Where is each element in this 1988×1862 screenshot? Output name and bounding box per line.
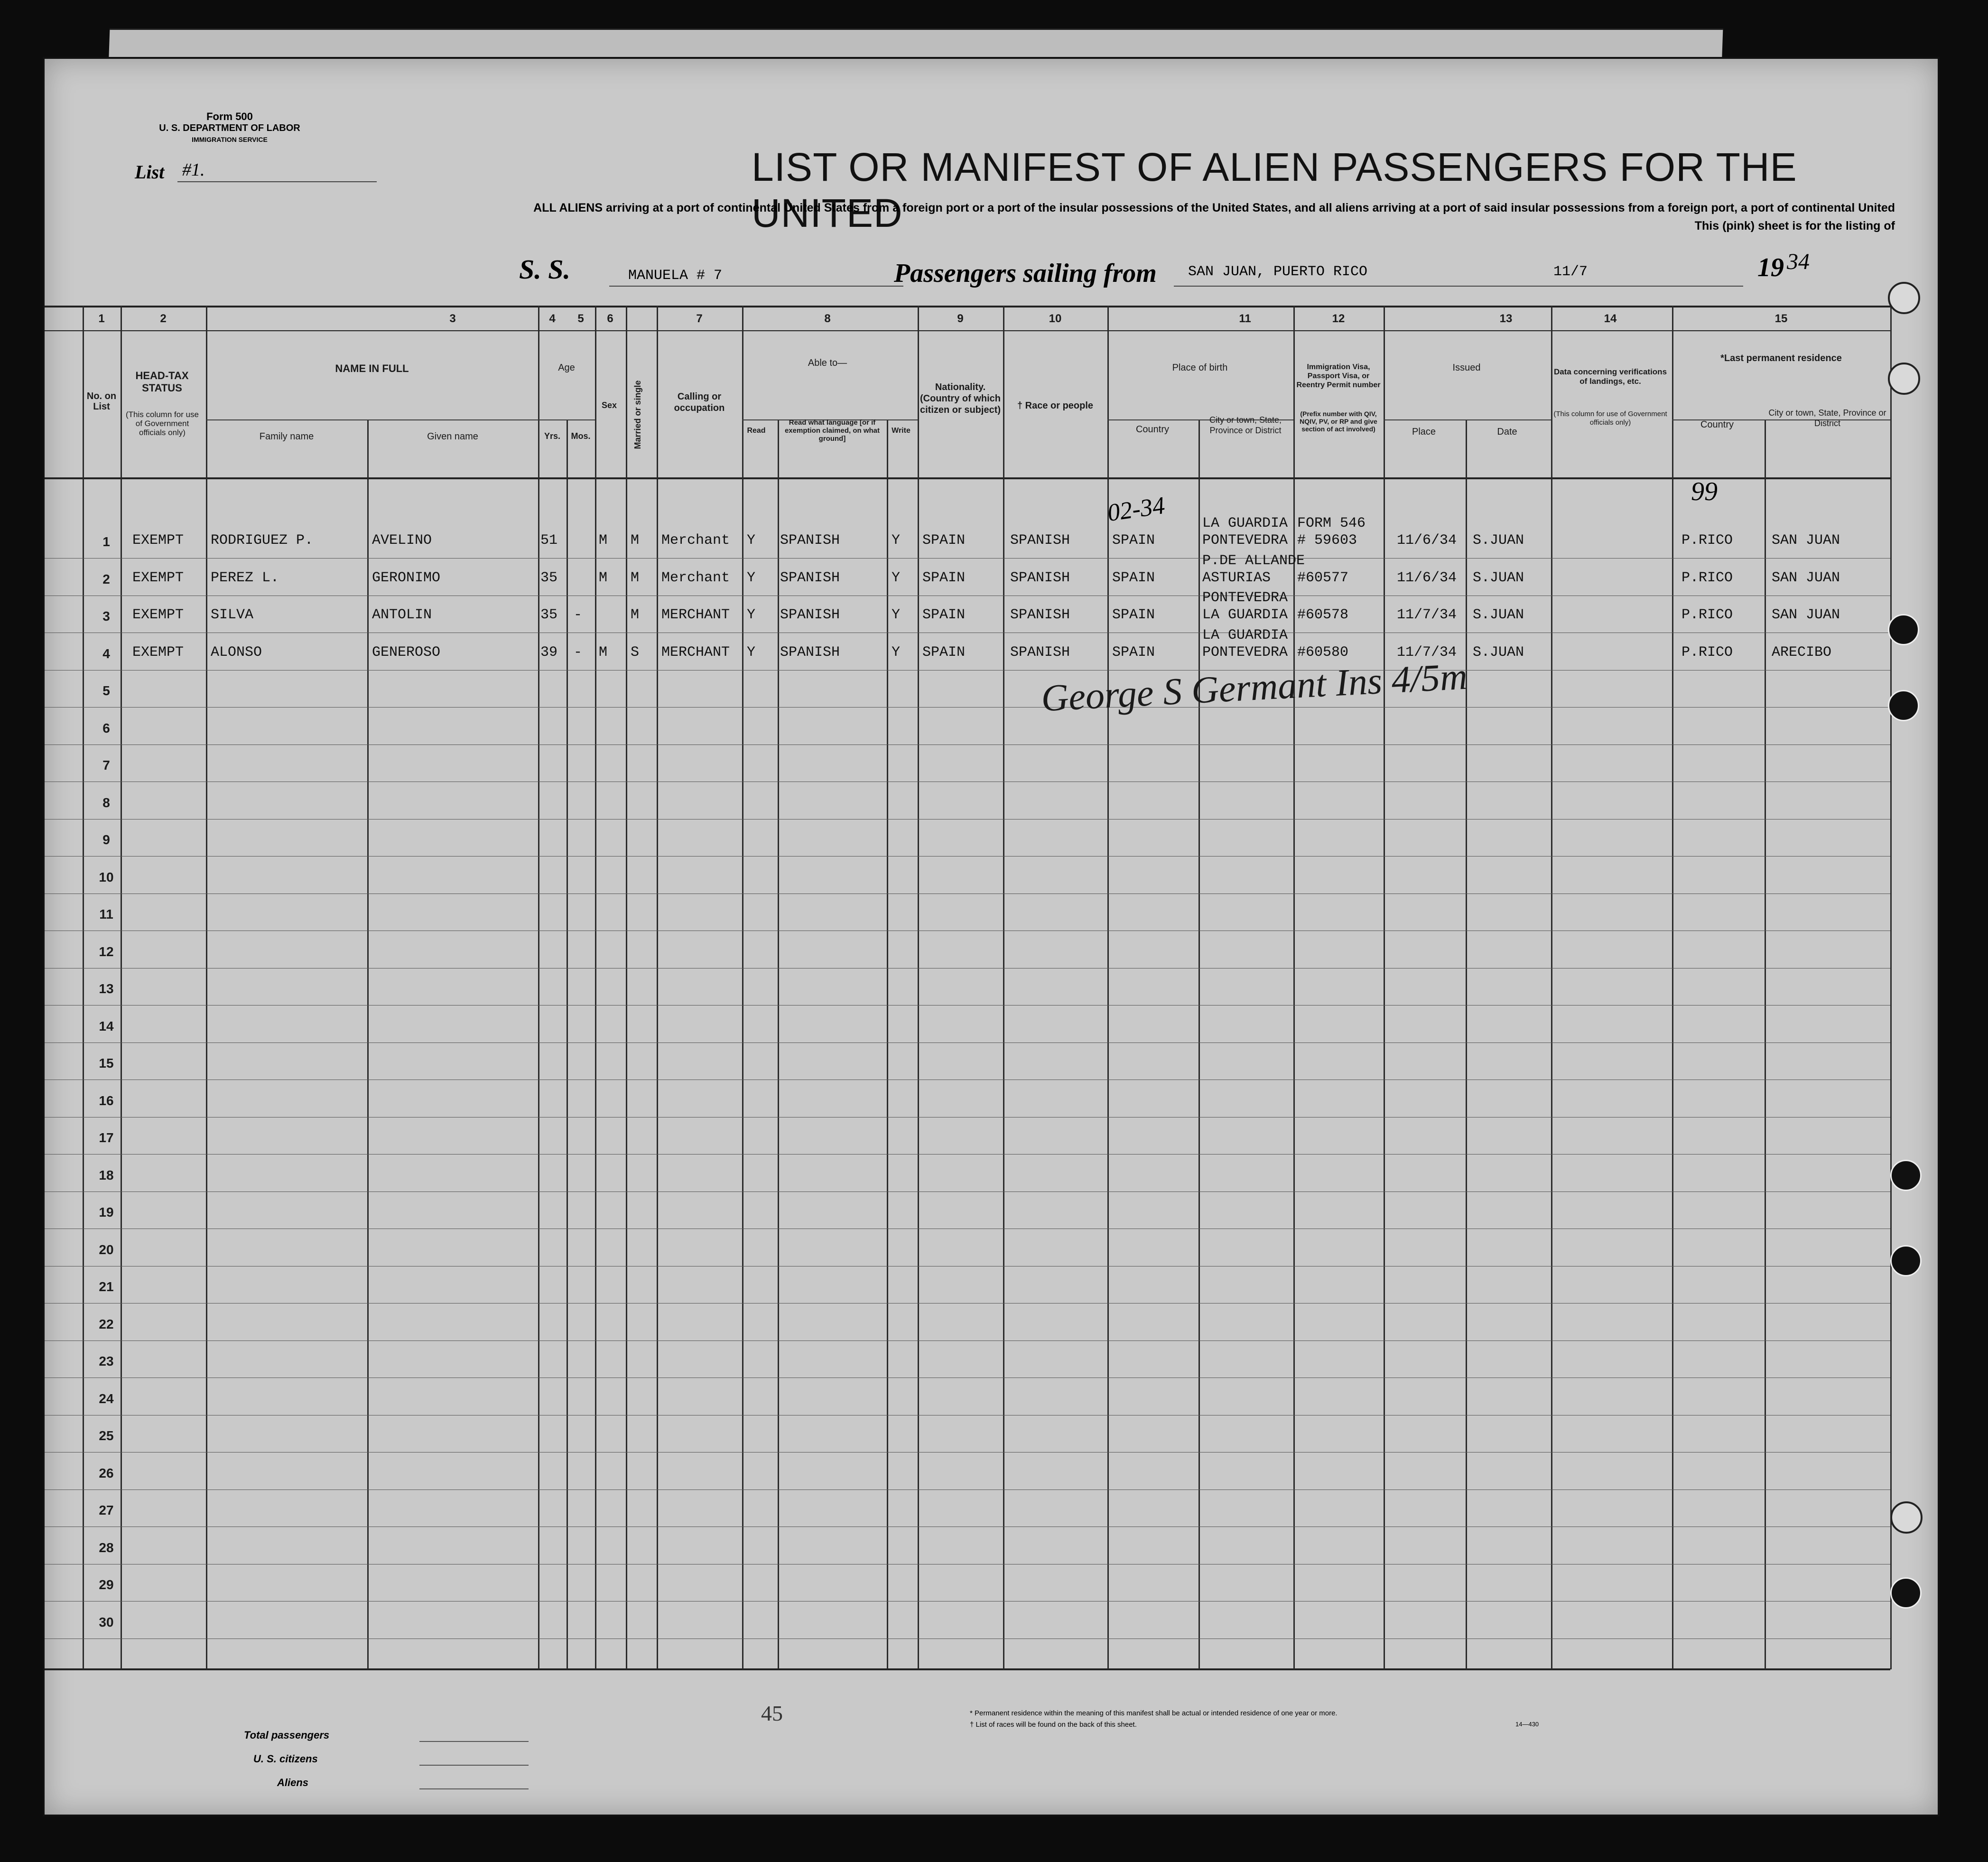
row-number: 24 xyxy=(99,1391,114,1406)
row-yrs: 39 xyxy=(540,644,558,661)
header-read-lang: Read what language [or if exemption claimed, on what ground] xyxy=(784,419,880,443)
list-underline xyxy=(177,181,377,182)
header-race: † Race or people xyxy=(1017,400,1094,411)
header-calling: Calling or occupation xyxy=(674,391,725,413)
column-line xyxy=(1198,419,1200,1669)
row-status: M xyxy=(631,607,640,623)
row-res-country: P.RICO xyxy=(1681,532,1733,549)
row-race: SPANISH xyxy=(1010,532,1070,549)
row-number: 29 xyxy=(99,1577,114,1592)
column-number: 8 xyxy=(824,312,831,325)
row-number: 26 xyxy=(99,1465,114,1480)
row-number: 8 xyxy=(102,795,110,810)
row-status: M xyxy=(631,532,640,549)
row-issued-date: 11/7/34 xyxy=(1397,607,1457,623)
subheader-line xyxy=(1384,419,1551,420)
column-line xyxy=(1672,306,1673,1669)
year-prefix: 19 xyxy=(1757,253,1784,282)
header-nationality: Nationality. (Country of which citizen or subject) xyxy=(920,382,1001,415)
row-visa: # 59603 xyxy=(1297,532,1357,549)
row-res-city: ARECIBO xyxy=(1772,644,1832,661)
row-city: ASTURIAS xyxy=(1202,569,1271,586)
us-citizens-label: U. S. citizens xyxy=(253,1753,318,1765)
row-nationality: SPAIN xyxy=(922,644,966,661)
row-race: SPANISH xyxy=(1010,644,1070,661)
row-nationality: SPAIN xyxy=(922,532,966,549)
row-language: SPANISH xyxy=(780,644,840,661)
row-city: PONTEVEDRA xyxy=(1202,644,1288,661)
row-number: 9 xyxy=(102,832,110,847)
header-write: Write xyxy=(892,427,910,435)
colnum-divider xyxy=(45,330,1890,331)
row-mos: - xyxy=(574,644,583,661)
column-line xyxy=(1466,419,1467,1669)
table-bottom-border xyxy=(45,1668,1890,1670)
total-passengers-line xyxy=(419,1741,529,1742)
header-family: Family name xyxy=(259,431,314,442)
sailing-label: Passengers sailing from xyxy=(894,259,1157,288)
header-issued: Issued xyxy=(1452,363,1481,373)
row-family: ALONSO xyxy=(211,644,262,661)
row-res-country: P.RICO xyxy=(1681,644,1733,661)
row-res-city: SAN JUAN xyxy=(1772,532,1840,549)
column-number: 4 xyxy=(549,312,556,325)
binder-hole xyxy=(1890,1160,1922,1191)
column-line xyxy=(742,306,743,1669)
aliens-label: Aliens xyxy=(277,1777,309,1788)
binder-hole xyxy=(1888,614,1919,645)
row-line xyxy=(45,558,1890,559)
row-visa: #60580 xyxy=(1297,644,1349,661)
row-number: 17 xyxy=(99,1130,114,1145)
row-visa: #60577 xyxy=(1297,569,1349,586)
row-number: 27 xyxy=(99,1503,114,1518)
column-line xyxy=(1293,306,1295,1669)
ship-name: MANUELA # 7 xyxy=(628,268,723,284)
row-given: GERONIMO xyxy=(372,569,441,586)
column-number: 11 xyxy=(1239,312,1251,325)
column-line xyxy=(1551,306,1552,1669)
row-headtax: EXEMPT xyxy=(132,532,184,549)
ship-underline xyxy=(609,286,903,287)
row-number: 30 xyxy=(99,1614,114,1629)
row-city-above: LA GUARDIA xyxy=(1202,515,1288,531)
row-number: 10 xyxy=(99,869,114,884)
manifest-title: LIST OR MANIFEST OF ALIEN PASSENGERS FOR THE UNITED xyxy=(752,145,1797,235)
year-suffix: 34 xyxy=(1787,249,1810,274)
row-number: 15 xyxy=(99,1056,114,1071)
list-label: List xyxy=(135,161,165,183)
inspector-signature: George S Germant Ins 4/5m xyxy=(1040,655,1468,720)
column-number: 15 xyxy=(1774,312,1788,325)
column-line xyxy=(778,419,779,1669)
date-underline xyxy=(1544,286,1743,287)
row-number: 7 xyxy=(102,758,110,773)
binder-hole xyxy=(1888,363,1920,395)
us-citizens-line xyxy=(419,1765,529,1766)
column-number: 9 xyxy=(957,312,964,325)
header-headtax-note: (This column for use of Government officials only) xyxy=(126,410,199,437)
column-number: 2 xyxy=(160,312,167,325)
table-top-border xyxy=(45,306,1890,307)
page-number: 45 xyxy=(761,1701,783,1725)
row-number: 25 xyxy=(99,1428,114,1443)
row-city: LA GUARDIA xyxy=(1202,607,1288,623)
row-number: 4 xyxy=(102,646,110,661)
row-issued-date: 11/7/34 xyxy=(1397,644,1457,661)
subtitle-line-2: This (pink) sheet is for the listing of xyxy=(1694,219,1895,233)
row-issued-place: S.JUAN xyxy=(1473,569,1524,586)
row-occupation: Merchant xyxy=(661,569,730,586)
column-line xyxy=(1890,306,1892,1669)
header-given: Given name xyxy=(427,431,478,442)
row-sex: M xyxy=(599,644,608,661)
row-issued-date: 11/6/34 xyxy=(1397,532,1457,549)
column-line xyxy=(206,306,207,1669)
header-mos: Mos. xyxy=(571,431,591,441)
subheader-line xyxy=(538,419,595,420)
row-country: SPAIN xyxy=(1112,644,1155,661)
header-data14-note: (This column for use of Government officials only) xyxy=(1553,410,1667,427)
row-issued-date: 11/6/34 xyxy=(1397,569,1457,586)
header-bottom-border xyxy=(45,477,1890,479)
row-number: 3 xyxy=(102,609,110,624)
row-visa: #60578 xyxy=(1297,607,1349,623)
row-read: Y xyxy=(747,569,756,586)
row-visa-above: FORM 546 xyxy=(1297,515,1366,531)
row-issued-place: S.JUAN xyxy=(1473,607,1524,623)
header-lastres: *Last permanent residence xyxy=(1720,353,1842,363)
column-line xyxy=(918,306,919,1669)
binder-hole xyxy=(1890,1577,1922,1609)
column-number: 1 xyxy=(98,312,105,325)
column-line xyxy=(367,419,369,1669)
row-nationality: SPAIN xyxy=(922,569,966,586)
column-number: 5 xyxy=(577,312,584,325)
row-headtax: EXEMPT xyxy=(132,569,184,586)
row-status: S xyxy=(631,644,640,661)
form-number: Form 500 xyxy=(206,111,253,122)
row-given: AVELINO xyxy=(372,532,432,549)
row-family: RODRIGUEZ P. xyxy=(211,532,314,549)
header-able: Able to— xyxy=(808,358,847,368)
row-number: 14 xyxy=(99,1018,114,1033)
row-yrs: 35 xyxy=(540,569,558,586)
row-yrs: 51 xyxy=(540,532,558,549)
row-number: 5 xyxy=(102,683,110,698)
row-write: Y xyxy=(892,569,901,586)
row-given: ANTOLIN xyxy=(372,607,432,623)
port: SAN JUAN, PUERTO RICO xyxy=(1188,264,1368,280)
row-issued-place: S.JUAN xyxy=(1473,644,1524,661)
header-age: Age xyxy=(558,363,575,373)
row-read: Y xyxy=(747,607,756,623)
row-number: 21 xyxy=(99,1279,114,1294)
subheader-line xyxy=(206,419,538,420)
row-number: 12 xyxy=(99,944,114,959)
row-write: Y xyxy=(892,644,901,661)
header-lastres-country: Country xyxy=(1700,419,1734,430)
row-country: SPAIN xyxy=(1112,569,1155,586)
row-given: GENEROSO xyxy=(372,644,441,661)
row-mos: - xyxy=(574,607,583,623)
manifest-page xyxy=(43,57,1940,1816)
row-family: SILVA xyxy=(211,607,254,623)
column-line xyxy=(83,306,84,1669)
header-lastres-city: City or town, State, Province or District xyxy=(1768,408,1886,428)
row-write: Y xyxy=(892,607,901,623)
row-sex: M xyxy=(599,569,608,586)
annotation-99: 99 xyxy=(1691,477,1718,506)
header-visa-note: (Prefix number with QIV, NQIV, PV, or RP and give section of act involved) xyxy=(1300,410,1377,433)
row-number: 22 xyxy=(99,1316,114,1331)
total-passengers-label: Total passengers xyxy=(244,1729,330,1741)
row-number: 16 xyxy=(99,1093,114,1108)
row-country: SPAIN xyxy=(1112,532,1155,549)
column-line xyxy=(567,419,568,1669)
column-number: 10 xyxy=(1049,312,1062,325)
column-line xyxy=(887,419,888,1669)
row-number: 28 xyxy=(99,1540,114,1555)
row-number: 20 xyxy=(99,1242,114,1257)
form-header xyxy=(149,111,310,145)
row-res-city: SAN JUAN xyxy=(1772,569,1840,586)
port-underline xyxy=(1174,286,1553,287)
header-yrs: Yrs. xyxy=(544,431,561,441)
department: U. S. DEPARTMENT OF LABOR xyxy=(159,123,300,133)
header-sex: Sex xyxy=(601,400,617,410)
header-visa: Immigration Visa, Passport Visa, or Reentry Permit number xyxy=(1296,363,1381,389)
binder-hole xyxy=(1890,1501,1923,1534)
row-number: 1 xyxy=(102,534,110,549)
header-data14: Data concerning verifications of landings, etc. xyxy=(1553,367,1667,386)
annotation-0234: 02-34 xyxy=(1105,492,1167,527)
footnote-2: † List of races will be found on the back of this sheet. xyxy=(970,1721,1137,1729)
row-city: PONTEVEDRA xyxy=(1202,532,1288,549)
row-line xyxy=(45,856,1890,857)
row-occupation: MERCHANT xyxy=(661,644,730,661)
binder-hole xyxy=(1888,690,1919,721)
ss-label: S. S. xyxy=(519,254,571,285)
row-sex: M xyxy=(599,532,608,549)
column-number: 3 xyxy=(449,312,456,325)
binder-hole xyxy=(1888,282,1920,314)
row-number: 19 xyxy=(99,1205,114,1220)
column-number: 7 xyxy=(696,312,703,325)
row-number: 2 xyxy=(102,571,110,587)
row-nationality: SPAIN xyxy=(922,607,966,623)
list-value: #1. xyxy=(182,160,205,180)
column-line xyxy=(595,306,596,1669)
row-family: PEREZ L. xyxy=(211,569,279,586)
sailing-date: 11/7 xyxy=(1553,264,1588,280)
column-number: 14 xyxy=(1604,312,1617,325)
column-number: 12 xyxy=(1332,312,1345,325)
header-name: NAME IN FULL xyxy=(335,363,409,374)
aliens-line xyxy=(419,1788,529,1789)
binder-hole xyxy=(1890,1245,1922,1276)
header-issued-place: Place xyxy=(1412,427,1436,437)
header-read: Read xyxy=(747,427,766,435)
header-no: No. on List xyxy=(86,391,117,412)
row-country: SPAIN xyxy=(1112,607,1155,623)
column-line xyxy=(1003,306,1004,1669)
row-number: 11 xyxy=(99,907,113,922)
row-yrs: 35 xyxy=(540,607,558,623)
row-city-above: P.DE ALLANDE xyxy=(1202,552,1305,569)
column-line xyxy=(657,306,658,1669)
row-race: SPANISH xyxy=(1010,607,1070,623)
column-line xyxy=(1765,419,1766,1669)
header-birth: Place of birth xyxy=(1172,363,1228,373)
row-language: SPANISH xyxy=(780,607,840,623)
row-occupation: MERCHANT xyxy=(661,607,730,623)
header-issued-date: Date xyxy=(1497,427,1517,437)
column-line xyxy=(626,306,627,1669)
row-number: 13 xyxy=(99,981,114,996)
row-number: 18 xyxy=(99,1167,114,1182)
column-number: 13 xyxy=(1499,312,1513,325)
row-res-country: P.RICO xyxy=(1681,607,1733,623)
service: IMMIGRATION SERVICE xyxy=(192,136,268,143)
row-res-country: P.RICO xyxy=(1681,569,1733,586)
row-res-city: SAN JUAN xyxy=(1772,607,1840,623)
header-birth-city: City or town, State, Province or District xyxy=(1209,415,1282,435)
row-issued-place: S.JUAN xyxy=(1473,532,1524,549)
row-status: M xyxy=(631,569,640,586)
header-married: Married or single xyxy=(633,380,642,449)
row-number: 6 xyxy=(102,720,110,735)
row-city-above: PONTEVEDRA xyxy=(1202,590,1288,606)
row-number: 23 xyxy=(99,1354,114,1369)
row-language: SPANISH xyxy=(780,569,840,586)
column-line xyxy=(121,306,122,1669)
row-write: Y xyxy=(892,532,901,549)
row-read: Y xyxy=(747,532,756,549)
column-number: 6 xyxy=(607,312,613,325)
row-occupation: Merchant xyxy=(661,532,730,549)
row-headtax: EXEMPT xyxy=(132,607,184,623)
row-headtax: EXEMPT xyxy=(132,644,184,661)
footnote-1: * Permanent residence within the meaning of this manifest shall be actual or intended residence of one year or more. xyxy=(970,1709,1338,1717)
form-code: 14—430 xyxy=(1515,1721,1539,1728)
row-race: SPANISH xyxy=(1010,569,1070,586)
column-line xyxy=(1384,306,1385,1669)
column-line xyxy=(538,306,539,1669)
row-line xyxy=(45,707,1890,708)
row-read: Y xyxy=(747,644,756,661)
header-headtax: HEAD-TAX STATUS xyxy=(135,370,189,394)
row-city-above: LA GUARDIA xyxy=(1202,627,1288,643)
row-language: SPANISH xyxy=(780,532,840,549)
header-birth-country: Country xyxy=(1135,424,1170,435)
subtitle-line-1: ALL ALIENS arriving at a port of continental United States from a foreign port or a port of the insular possessions of the United States, and all aliens arriving at a port of said insular possessions from a foreign port, a port of continental United xyxy=(533,201,1895,214)
